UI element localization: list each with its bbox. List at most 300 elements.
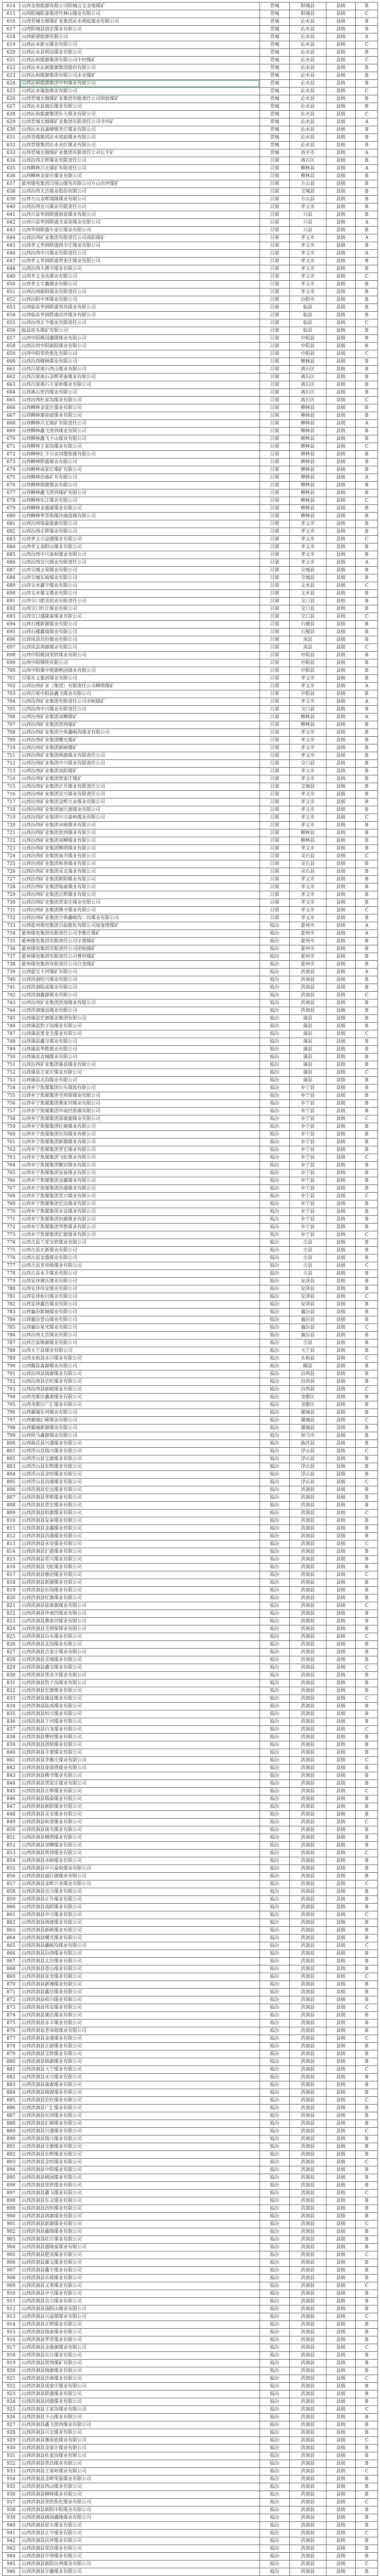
cell-level: 县级 [326, 559, 356, 567]
cell-grade: C [356, 1193, 378, 1200]
cell-grade: B [356, 1718, 378, 1726]
cell-name: 山西浮山县东辉煤业有限公司 [20, 1463, 260, 1471]
cell-city: 临汾 [260, 1981, 289, 1989]
cell-city: 临汾 [260, 2136, 289, 2143]
cell-no: 734 [3, 930, 20, 938]
table-row [3, 1633, 378, 1641]
cell-grade: B [356, 2081, 378, 2089]
cell-no: 787 [3, 1340, 20, 1347]
cell-name: 山西汾西矿业集团有限责任公司水峪煤矿 [20, 698, 260, 706]
cell-grade: B [356, 1649, 378, 1656]
cell-county: 隰县 [289, 1363, 326, 1370]
cell-no: 688 [3, 574, 20, 582]
cell-name: 山西吉县锦源煤业有限公司 [20, 1340, 260, 1347]
cell-county: 曲沃县 [289, 1440, 326, 1448]
cell-grade: B [356, 1749, 378, 1757]
cell-grade: B [356, 1108, 378, 1115]
cell-county: 乡宁县 [289, 1115, 326, 1123]
cell-name: 山西洪洞县汇嵘煤业有限公司 [20, 2120, 260, 2128]
cell-county: 孝义市 [289, 799, 326, 806]
cell-grade: B [356, 1525, 378, 1533]
table-row [3, 1285, 378, 1293]
cell-city: 临汾 [260, 1888, 289, 1896]
cell-grade: B [356, 976, 378, 984]
coal-mine-table [2, 2, 378, 2576]
cell-city: 吕梁 [260, 868, 289, 876]
table-row [3, 953, 378, 961]
cell-no: 941 [3, 2530, 20, 2537]
cell-level: 县级 [326, 1463, 356, 1471]
cell-county: 洪洞县 [289, 1664, 326, 1672]
cell-level: 县级 [326, 876, 356, 884]
table-row [3, 2391, 378, 2398]
cell-name: 山西洪洞县金盛源煤业有限公司 [20, 2344, 260, 2352]
cell-name: 山西晋城无烟煤矿业集团有限责任公司胡底煤矿 [20, 95, 260, 103]
cell-no: 646 [3, 250, 20, 258]
cell-name: 山西中阳桃园鑫隆煤业有限公司 [20, 335, 260, 343]
cell-name: 山西洪洞县中兴泰和煤业有限公司 [20, 1865, 260, 1873]
cell-city: 临汾 [260, 2414, 289, 2421]
cell-city: 临汾 [260, 1030, 289, 1038]
cell-name: 山西洪洞县雅居煤业有限公司 [20, 1571, 260, 1579]
cell-name: 山西汾西矿业集团新峪煤矿 [20, 744, 260, 752]
cell-city: 临汾 [260, 2406, 289, 2414]
cell-level: 县级 [326, 126, 356, 134]
cell-grade: B [356, 945, 378, 953]
cell-name: 山西洪洞县庞庞塔煤业有限公司 [20, 1765, 260, 1772]
cell-name: 山西文水冀文煤业有限公司 [20, 590, 260, 598]
cell-county: 灵石县 [289, 860, 326, 868]
cell-grade: B [356, 2228, 378, 2236]
cell-name: 山西乡宁焦煤集团晋兴煤业有限公司 [20, 1193, 260, 1200]
cell-level: 县级 [326, 791, 356, 799]
cell-no: 637 [3, 180, 20, 188]
cell-level: 县级 [326, 1270, 356, 1278]
cell-county: 安泽县 [289, 1278, 326, 1285]
cell-name: 山西汾西矿业集团新阳煤业有限公司 [20, 876, 260, 884]
cell-grade: B [356, 1765, 378, 1772]
cell-city: 临汾 [260, 2375, 289, 2383]
cell-name: 山西洪洞县义棠煤业有限公司 [20, 2282, 260, 2290]
cell-county: 洪洞县 [289, 1919, 326, 1927]
cell-name: 山西洪洞县冀氏煤业有限公司 [20, 2012, 260, 2020]
cell-grade: B [356, 1023, 378, 1030]
cell-name: 山西洪洞县和善煤业有限公司 [20, 1819, 260, 1826]
cell-level: 县级 [326, 1633, 356, 1641]
cell-city: 临汾 [260, 1564, 289, 1571]
cell-city: 临汾 [260, 1015, 289, 1023]
cell-no: 903 [3, 2236, 20, 2244]
cell-county: 洪洞县 [289, 2089, 326, 2097]
cell-name: 山西柳林沙曲矿井有限公司 [20, 474, 260, 482]
cell-level: 县级 [326, 157, 356, 165]
cell-no: 804 [3, 1471, 20, 1479]
cell-grade: B [356, 2236, 378, 2244]
table-row [3, 428, 378, 435]
cell-grade: B [356, 2174, 378, 2182]
table-row [3, 914, 378, 922]
cell-city: 临汾 [260, 2429, 289, 2437]
cell-county: 洪洞县 [289, 1548, 326, 1556]
cell-grade: B [356, 1989, 378, 1996]
cell-county: 洪洞县 [289, 2336, 326, 2344]
cell-city: 临汾 [260, 1911, 289, 1919]
table-row [3, 752, 378, 760]
cell-county: 洪洞县 [289, 1695, 326, 1703]
cell-grade: B [356, 2151, 378, 2159]
cell-name: 山西蒲县宏源煤业集团有限公司 [20, 1015, 260, 1023]
cell-level: 县级 [326, 1873, 356, 1880]
cell-no: 698 [3, 652, 20, 659]
cell-city: 临汾 [260, 2159, 289, 2166]
cell-level: 县级 [326, 2367, 356, 2375]
table-row [3, 536, 378, 544]
cell-city: 晋城 [260, 80, 289, 88]
cell-level: 县级 [326, 1587, 356, 1595]
cell-name: 山西洪洞县曙光煤业有限公司 [20, 1935, 260, 1942]
cell-level: 县级 [326, 1123, 356, 1131]
cell-level: 县级 [326, 2221, 356, 2228]
cell-grade: B [356, 188, 378, 196]
cell-no: 886 [3, 2105, 20, 2112]
cell-city: 吕梁 [260, 860, 289, 868]
table-row [3, 2514, 378, 2522]
cell-city: 临汾 [260, 1710, 289, 1718]
table-row [3, 799, 378, 806]
table-row [3, 1455, 378, 1463]
cell-grade: B [356, 1494, 378, 1502]
cell-county: 洪洞县 [289, 2151, 326, 2159]
cell-name: 山西洪洞县燕家河煤业有限公司 [20, 1618, 260, 1625]
cell-grade: B [356, 706, 378, 714]
cell-grade: A [356, 219, 378, 227]
cell-no: 765 [3, 1170, 20, 1177]
table-row [3, 1904, 378, 1911]
cell-county: 洪洞县 [289, 1486, 326, 1494]
cell-county: 乡宁县 [289, 1224, 326, 1231]
table-row [3, 698, 378, 706]
table-row [3, 551, 378, 559]
cell-city: 临汾 [260, 2537, 289, 2545]
cell-county: 柳林县 [289, 497, 326, 505]
cell-grade: B [356, 1278, 378, 1285]
cell-county: 沁水县 [289, 41, 326, 49]
cell-county: 洪洞县 [289, 1718, 326, 1726]
cell-county: 洪洞县 [289, 2398, 326, 2406]
cell-level: 县级 [326, 312, 356, 319]
cell-level: 县级 [326, 451, 356, 459]
cell-level: 县级 [326, 1958, 356, 1965]
table-row [3, 513, 378, 520]
cell-grade: B [356, 752, 378, 760]
cell-grade: B [356, 1309, 378, 1316]
cell-county: 乡宁县 [289, 1100, 326, 1108]
cell-county: 洪洞县 [289, 2282, 326, 2290]
cell-level: 县级 [326, 938, 356, 945]
cell-grade: B [356, 1455, 378, 1463]
cell-county: 洪洞县 [289, 2452, 326, 2460]
cell-no: 864 [3, 1935, 20, 1942]
cell-no: 653 [3, 304, 20, 312]
cell-city: 临汾 [260, 1231, 289, 1239]
cell-no: 922 [3, 2383, 20, 2391]
cell-no: 869 [3, 1973, 20, 1981]
cell-level: 县级 [326, 2537, 356, 2545]
cell-grade: B [356, 574, 378, 582]
cell-grade: B [356, 2383, 378, 2391]
cell-grade: B [356, 1950, 378, 1958]
cell-county: 蒲县 [289, 1015, 326, 1023]
cell-no: 899 [3, 2205, 20, 2213]
table-row [3, 1741, 378, 1749]
cell-county: 古县 [289, 1270, 326, 1278]
cell-county: 洪洞县 [289, 2561, 326, 2568]
cell-county: 孝义市 [289, 528, 326, 536]
table-row [3, 783, 378, 791]
table-row [3, 435, 378, 443]
cell-no: 771 [3, 1216, 20, 1224]
cell-county: 沁水县 [289, 118, 326, 126]
cell-name: 山西阳城阳泰集团竹林山煤业有限公司 [20, 10, 260, 18]
cell-grade: B [356, 1780, 378, 1788]
cell-no: 631 [3, 134, 20, 142]
cell-county: 离石区 [289, 157, 326, 165]
cell-level: 县级 [326, 2213, 356, 2221]
cell-county: 孝义市 [289, 729, 326, 737]
cell-grade: B [356, 2429, 378, 2437]
cell-level: 县级 [326, 435, 356, 443]
table-row [3, 1370, 378, 1378]
cell-grade: B [356, 1054, 378, 1061]
cell-level: 县级 [326, 1510, 356, 1517]
cell-level: 县级 [326, 2499, 356, 2506]
cell-grade: B [356, 2275, 378, 2282]
cell-level: 县级 [326, 1486, 356, 1494]
cell-county: 浮山县 [289, 1479, 326, 1486]
cell-city: 临汾 [260, 1247, 289, 1255]
cell-level: 县级 [326, 2522, 356, 2530]
cell-no: 847 [3, 1803, 20, 1811]
cell-no: 712 [3, 760, 20, 768]
cell-name: 山西洪洞县中兴煤业有限公司 [20, 2290, 260, 2298]
cell-grade: B [356, 26, 378, 33]
cell-level: 县级 [326, 258, 356, 265]
cell-no: 660 [3, 358, 20, 366]
cell-grade: C [356, 1355, 378, 1363]
cell-grade: B [356, 196, 378, 204]
cell-no: 889 [3, 2128, 20, 2136]
cell-name: 山西洪洞县白龙煤业有限公司 [20, 1726, 260, 1734]
cell-level: 县级 [326, 88, 356, 95]
cell-no: 914 [3, 2321, 20, 2329]
cell-name: 山西洪洞县申南凹煤业有限公司 [20, 1610, 260, 1618]
cell-level: 县级 [326, 2089, 356, 2097]
cell-no: 833 [3, 1695, 20, 1703]
cell-level: 县级 [326, 1981, 356, 1989]
cell-name: 山西蒲县鑫宝煤业有限公司 [20, 1038, 260, 1046]
cell-grade: C [356, 1386, 378, 1394]
cell-city: 临汾 [260, 1084, 289, 1092]
table-row [3, 265, 378, 273]
cell-grade: B [356, 799, 378, 806]
cell-no: 871 [3, 1989, 20, 1996]
cell-name: 霍州煤电集团吕梁山煤电有限公司方山店坪煤矿 [20, 180, 260, 188]
cell-county: 柳林县 [289, 165, 326, 173]
cell-grade: C [356, 443, 378, 451]
cell-county: 汾西县 [289, 1378, 326, 1386]
cell-grade: B [356, 3, 378, 10]
cell-no: 832 [3, 1687, 20, 1695]
cell-level: 县级 [326, 1309, 356, 1316]
cell-county: 孝义市 [289, 698, 326, 706]
cell-level: 县级 [326, 80, 356, 88]
cell-level: 县级 [326, 10, 356, 18]
cell-level: 县级 [326, 2136, 356, 2143]
cell-name: 山西乡宁焦煤集团金鑫煤业有限公司 [20, 1177, 260, 1185]
cell-grade: C [356, 2313, 378, 2321]
cell-level: 县级 [326, 1146, 356, 1154]
cell-name: 山西柳林汇丰兴业同德焦煤有限公司 [20, 451, 260, 459]
table-row [3, 2530, 378, 2537]
cell-city: 吕梁 [260, 204, 289, 211]
cell-level: 县级 [326, 544, 356, 551]
table-row [3, 1131, 378, 1139]
cell-no: 928 [3, 2429, 20, 2437]
cell-grade: C [356, 1942, 378, 1950]
cell-name: 山西洪洞县锦源煤业有限公司 [20, 2058, 260, 2066]
cell-city: 临汾 [260, 1023, 289, 1030]
cell-no: 721 [3, 829, 20, 837]
table-row [3, 1084, 378, 1092]
cell-no: 682 [3, 528, 20, 536]
cell-name: 山西洪洞县鑫瑞煤业有限公司 [20, 2228, 260, 2236]
cell-county: 洪洞县 [289, 2522, 326, 2530]
cell-level: 县级 [326, 459, 356, 466]
cell-city: 吕梁 [260, 598, 289, 605]
table-row [3, 1873, 378, 1880]
cell-name: 山西侯马鑫源煤业有限公司 [20, 1432, 260, 1440]
cell-name: 山西洪洞县晋兴煤业有限公司 [20, 1556, 260, 1564]
cell-level: 县级 [326, 2020, 356, 2027]
cell-county: 吉县 [289, 1340, 326, 1347]
cell-name: 山西洪洞县苍山煤业有限公司 [20, 1965, 260, 1973]
cell-grade: B [356, 1139, 378, 1146]
cell-grade: B [356, 1440, 378, 1448]
cell-city: 临汾 [260, 2336, 289, 2344]
cell-county: 洪洞县 [289, 1950, 326, 1958]
cell-no: 894 [3, 2166, 20, 2174]
cell-city: 吕梁 [260, 567, 289, 574]
cell-grade: B [356, 2553, 378, 2561]
cell-county: 洪洞县 [289, 2066, 326, 2074]
cell-level: 县级 [326, 914, 356, 922]
cell-city: 晋城 [260, 10, 289, 18]
cell-name: 山西汾西矿业集团高阳煤矿 [20, 768, 260, 775]
cell-grade: B [356, 791, 378, 799]
cell-grade: B [356, 2306, 378, 2313]
cell-no: 900 [3, 2213, 20, 2221]
cell-level: 县级 [326, 2120, 356, 2128]
cell-level: 县级 [326, 281, 356, 289]
table-row [3, 598, 378, 605]
cell-no: 627 [3, 103, 20, 111]
cell-no: 821 [3, 1602, 20, 1610]
cell-city: 临汾 [260, 1463, 289, 1471]
cell-city: 吕梁 [260, 350, 289, 358]
cell-grade: A [356, 559, 378, 567]
cell-city: 临汾 [260, 922, 289, 930]
cell-county: 孝义市 [289, 520, 326, 528]
cell-city: 临汾 [260, 2391, 289, 2398]
cell-no: 846 [3, 1795, 20, 1803]
cell-city: 临汾 [260, 1370, 289, 1378]
cell-county: 乡宁县 [289, 1162, 326, 1170]
cell-county: 洪洞县 [289, 1811, 326, 1819]
cell-grade: B [356, 999, 378, 1007]
cell-city: 临汾 [260, 1819, 289, 1826]
cell-no: 806 [3, 1486, 20, 1494]
cell-grade: B [356, 1703, 378, 1710]
cell-city: 临汾 [260, 2267, 289, 2275]
cell-city: 晋城 [260, 33, 289, 41]
cell-city: 临汾 [260, 2445, 289, 2452]
cell-grade: B [356, 1332, 378, 1340]
cell-grade: B [356, 721, 378, 729]
table-row [3, 204, 378, 211]
table-row [3, 2174, 378, 2182]
cell-county: 乡宁县 [289, 1170, 326, 1177]
cell-grade: C [356, 1293, 378, 1301]
cell-no: 790 [3, 1363, 20, 1370]
cell-grade: C [356, 497, 378, 505]
table-row [3, 2375, 378, 2383]
cell-city: 临汾 [260, 2352, 289, 2360]
cell-city: 临汾 [260, 2004, 289, 2012]
cell-no: 760 [3, 1131, 20, 1139]
cell-county: 乡宁县 [289, 1108, 326, 1115]
cell-city: 临汾 [260, 2553, 289, 2561]
cell-grade: B [356, 2537, 378, 2545]
cell-name: 山西洪洞蒲县煤业有限公司 [20, 1007, 260, 1015]
cell-name: 山西洪洞县正晖煤业有限公司 [20, 2321, 260, 2329]
cell-city: 晋城 [260, 64, 289, 72]
cell-no: 854 [3, 1857, 20, 1865]
cell-city: 吕梁 [260, 242, 289, 250]
cell-city: 临汾 [260, 2506, 289, 2514]
cell-name: 山西洪洞县和川煤业有限公司 [20, 1996, 260, 2004]
cell-no: 927 [3, 2421, 20, 2429]
cell-city: 吕梁 [260, 791, 289, 799]
cell-city: 临汾 [260, 999, 289, 1007]
cell-city: 临汾 [260, 945, 289, 953]
table-row [3, 397, 378, 404]
cell-grade: B [356, 2027, 378, 2035]
cell-no: 746 [3, 1023, 20, 1030]
cell-name: 山西洪洞恒兴煤业有限公司 [20, 976, 260, 984]
cell-name: 山西洪洞县贾家庄煤业有限公司 [20, 1780, 260, 1788]
cell-grade: B [356, 598, 378, 605]
cell-grade: B [356, 868, 378, 876]
cell-level: 县级 [326, 2275, 356, 2282]
cell-city: 晋城 [260, 126, 289, 134]
cell-level: 县级 [326, 1533, 356, 1540]
cell-name: 山西洪洞县宏旺煤业有限公司 [20, 2097, 260, 2105]
cell-grade: B [356, 1533, 378, 1540]
cell-city: 吕梁 [260, 605, 289, 613]
cell-grade: C [356, 2097, 378, 2105]
cell-grade: B [356, 2112, 378, 2120]
cell-grade: B [356, 142, 378, 149]
